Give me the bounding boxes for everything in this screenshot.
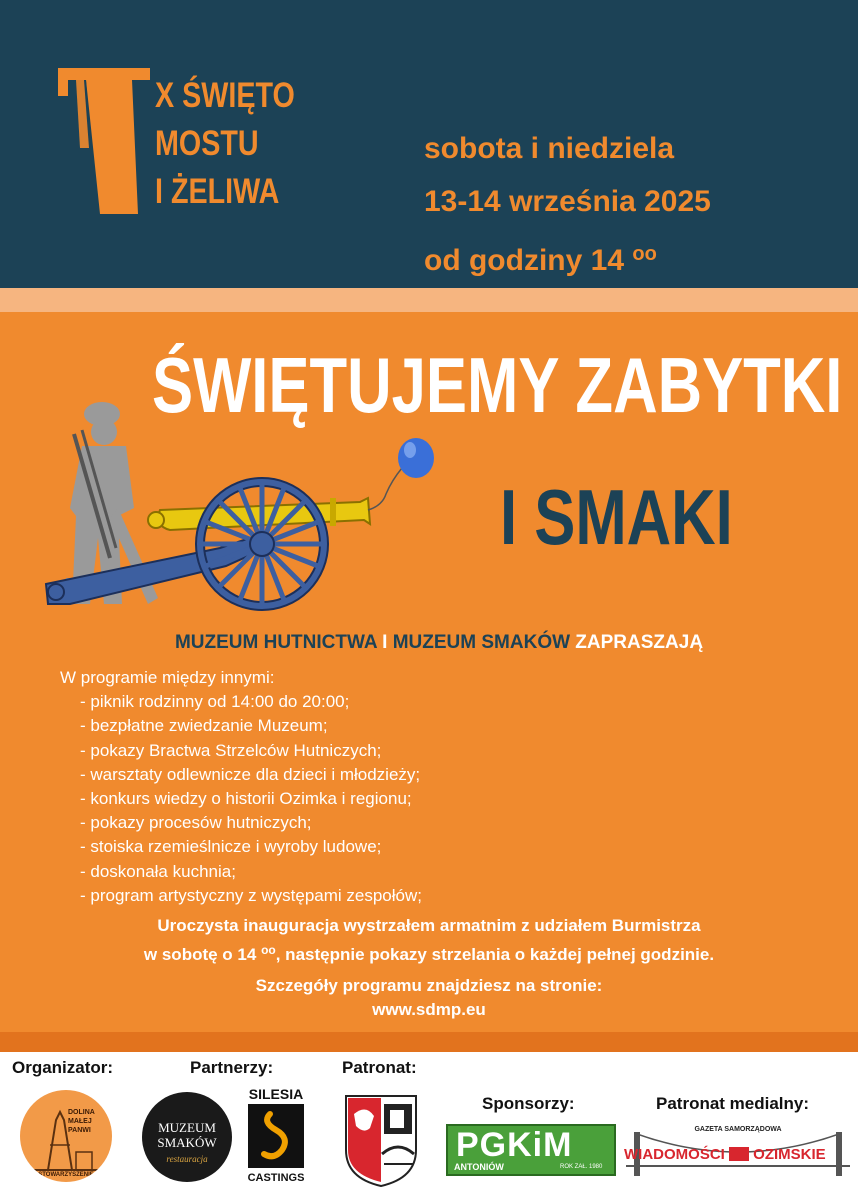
logo-line-3: I ŻELIWA xyxy=(155,172,280,211)
dolina-malej-panwi-logo xyxy=(20,1090,112,1182)
main-title-line-2: I SMAKI xyxy=(500,473,733,561)
program-heading: W programie między innymi: xyxy=(60,668,275,687)
patronage-label: Patronat: xyxy=(342,1058,417,1077)
inauguration-line-1: Uroczysta inauguracja wystrzałem armatnim z udziałem Burmistrza xyxy=(157,916,701,935)
program-item: - stoiska rzemieślnicze i wyroby ludowe; xyxy=(80,837,382,857)
wiadomosci-ozimskie-logo xyxy=(622,1124,854,1180)
ozimskie-text: OZIMSKIE xyxy=(753,1146,826,1163)
date-range: 13-14 września 2025 xyxy=(424,185,711,218)
details-text xyxy=(0,974,858,1022)
silesia-castings-logo xyxy=(238,1086,314,1194)
pgkim-subtitle: ANTONIÓW xyxy=(454,1162,504,1172)
program-item: - piknik rodzinny od 14:00 do 20:00; xyxy=(80,692,350,712)
dolina-line-2: MAŁEJ xyxy=(68,1118,92,1125)
invite-museum-1: MUZEUM HUTNICTWA xyxy=(174,632,377,653)
inauguration-text xyxy=(0,914,858,967)
media-patronage-label: Patronat medialny: xyxy=(656,1094,810,1113)
invite-line xyxy=(0,632,858,654)
date-time xyxy=(424,228,711,287)
cannon-wheel-icon xyxy=(200,482,324,606)
dolina-bottom-text: STOWARZYSZENIE xyxy=(38,1172,94,1178)
festival-logo-icon xyxy=(58,68,150,214)
date-time-text: od godziny 14 xyxy=(424,244,625,277)
event-dates xyxy=(424,122,711,287)
silesia-swirl-icon xyxy=(248,1104,304,1168)
program-item: - konkurs wiedzy o historii Ozimka i regionu; xyxy=(80,789,412,809)
tower-icon xyxy=(20,1090,112,1182)
program-item: - bezpłatne zwiedzanie Muzeum; xyxy=(80,716,328,736)
pgkim-year: ROK ZAŁ. 1980 xyxy=(560,1164,603,1170)
muzeum-script: restauracja xyxy=(166,1154,208,1164)
festival-logo-text xyxy=(155,72,295,216)
muzeum-line-2: SMAKÓW xyxy=(157,1135,217,1150)
inauguration-line-2 xyxy=(0,938,858,967)
inauguration-time: w sobotę o 14 xyxy=(143,945,257,964)
silesia-square xyxy=(248,1104,304,1168)
invite-verb: ZAPRASZAJĄ xyxy=(570,632,704,653)
inauguration-time-sup: oo xyxy=(261,943,276,957)
program-item: - doskonała kuchnia; xyxy=(80,861,236,881)
silesia-top: SILESIA xyxy=(248,1086,304,1102)
coat-of-arms-icon xyxy=(344,1094,418,1188)
logo-line-2: MOSTU xyxy=(155,124,259,163)
silesia-bottom: CASTINGS xyxy=(247,1172,305,1184)
logo-line-1: X ŚWIĘTO xyxy=(155,76,295,115)
website-link[interactable]: www.sdmp.eu xyxy=(372,1000,486,1019)
peach-stripe xyxy=(0,288,858,312)
emblem-icon xyxy=(729,1147,749,1161)
date-days: sobota i niedziela xyxy=(424,132,675,165)
muzeum-smakow-logo xyxy=(142,1092,232,1182)
pgkim-wordmark: PGKiM xyxy=(456,1126,573,1164)
cannon-illustration xyxy=(30,398,450,616)
sponsors-label: Sponsorzy: xyxy=(482,1094,575,1113)
details-line: Szczegóły programu znajdziesz na stronie: xyxy=(255,976,603,995)
program-list xyxy=(60,666,422,908)
orange-bottom-band xyxy=(0,1032,858,1052)
dolina-line-1: DOLINA xyxy=(68,1109,95,1116)
program-item: - pokazy procesów hutniczych; xyxy=(80,813,312,833)
muzeum-line-1: MUZEUM xyxy=(158,1120,216,1135)
program-item: - warsztaty odlewnicze dla dzieci i młodzieży; xyxy=(80,764,421,784)
program-item: - program artystyczny z występami zespołów; xyxy=(80,885,422,905)
wiadomosci-text: WIADOMOŚCI xyxy=(624,1146,725,1163)
dolina-line-3: PANWI xyxy=(68,1127,91,1134)
pgkim-logo xyxy=(446,1124,616,1176)
invite-museum-2: MUZEUM SMAKÓW xyxy=(392,632,571,653)
date-time-sup: oo xyxy=(632,243,657,265)
main-title-line-1: ŚWIĘTUJEMY ZABYTKI xyxy=(152,341,843,429)
invite-conjunction: I xyxy=(376,632,393,653)
program-item: - pokazy Bractwa Strzelców Hutniczych; xyxy=(80,740,382,760)
organizer-label: Organizator: xyxy=(12,1058,114,1077)
balloon-icon xyxy=(398,438,434,478)
gazeta-label: GAZETA SAMORZĄDOWA xyxy=(694,1126,782,1133)
inauguration-rest: , następnie pokazy strzelania o każdej pełnej godzinie. xyxy=(275,945,715,964)
partners-label: Partnerzy: xyxy=(190,1058,274,1077)
